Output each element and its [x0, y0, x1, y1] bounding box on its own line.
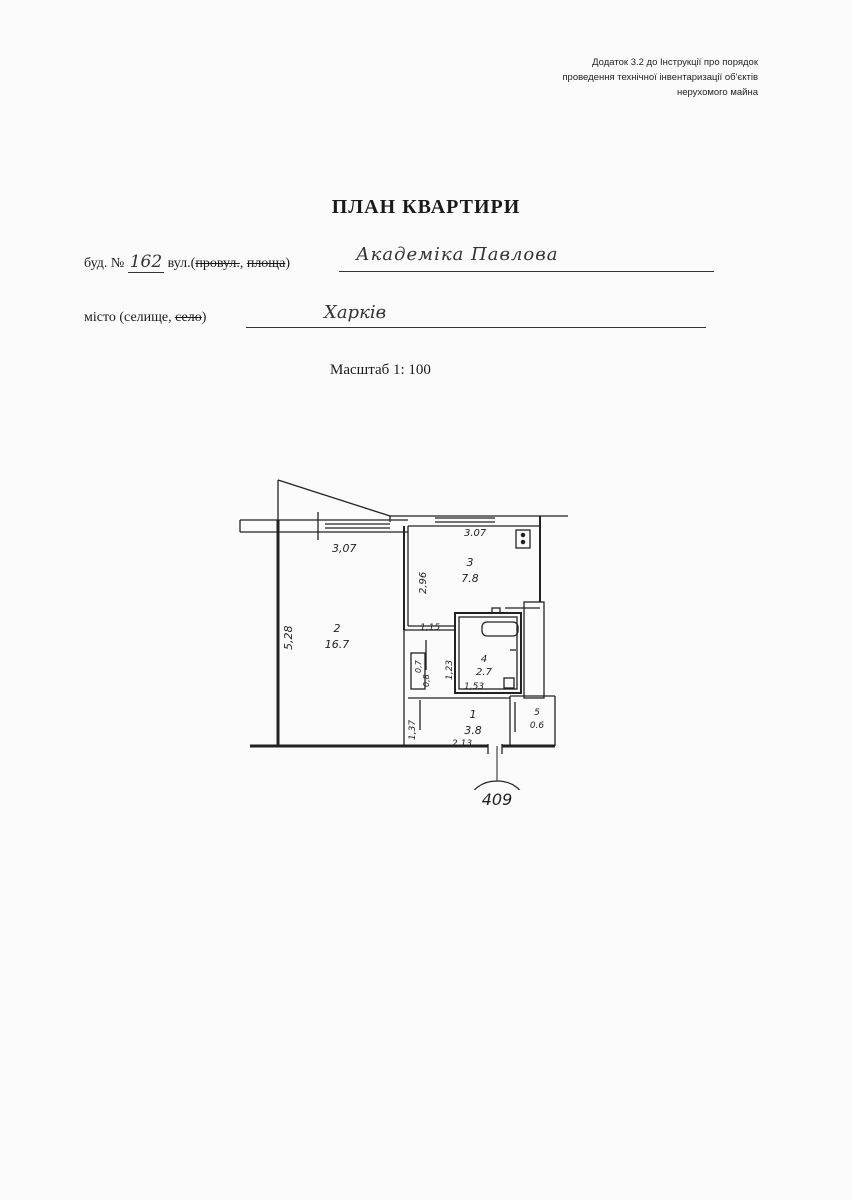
bathtub-icon — [482, 622, 518, 636]
room-5-area: 0.6 — [529, 721, 545, 731]
appendix-line-3: нерухомого майна — [676, 87, 758, 98]
dim-hall-length: 2,13 — [452, 739, 473, 749]
room-2-area: 16.7 — [324, 638, 350, 651]
dim-niche-depth: 0,8 — [422, 674, 431, 687]
street-type-separator: , — [239, 256, 247, 271]
dim-room3-length: 2,96 — [418, 571, 429, 594]
stove-icon — [516, 530, 530, 548]
bathroom-walls — [455, 613, 521, 693]
room-4-number: 4 — [480, 654, 488, 665]
dim-room2-length: 5,28 — [282, 625, 295, 650]
room-1-area: 3.8 — [464, 724, 482, 737]
appendix-line-2: проведення технічної інвентаризації об'єктів — [562, 72, 758, 83]
city-label-struck: село — [175, 310, 202, 325]
room-5-number: 5 — [534, 708, 540, 718]
floor-plan — [230, 470, 590, 790]
city-underline — [246, 327, 706, 328]
city-name: Харків — [324, 302, 387, 323]
room-3-area: 7.8 — [461, 572, 479, 585]
balcony-outline — [278, 480, 390, 522]
street-name: Академіка Павлова — [356, 244, 559, 265]
dim-niche-width: 0,7 — [414, 660, 423, 673]
dim-side-b: 1,37 — [408, 719, 418, 740]
appendix-note — [562, 55, 758, 100]
building-label: буд. № — [84, 256, 125, 271]
street-type-ploshcha: площа — [246, 256, 286, 271]
room-1-number: 1 — [469, 708, 477, 721]
address-row — [84, 244, 714, 272]
building-number: 162 — [129, 252, 163, 272]
page-title: ПЛАН КВАРТИРИ — [331, 196, 521, 218]
city-label-close: ) — [201, 310, 207, 325]
dim-room2-width: 3,07 — [332, 542, 357, 555]
appendix-line-1: Додаток 3.2 до Інструкції про порядок — [592, 57, 758, 68]
dim-bath-length: 1,53 — [464, 682, 485, 692]
city-label: місто (селище, — [84, 310, 176, 325]
inventory-stamp-circle — [470, 781, 524, 790]
dim-corridor-width: 1,15 — [420, 623, 441, 633]
toilet-icon — [504, 678, 514, 688]
street-underline — [339, 271, 714, 272]
city-row — [84, 302, 714, 326]
inventory-stamp-number: 409 — [481, 790, 513, 809]
scale-label: Масштаб 1: 100 — [330, 362, 431, 378]
street-type-vul: вул.( — [167, 256, 196, 271]
street-type-close: ) — [285, 256, 290, 271]
room-2-number: 2 — [333, 622, 341, 635]
street-type-provul: провул. — [195, 256, 240, 271]
dim-side-a: 1,23 — [445, 659, 455, 680]
ventilation-shaft — [524, 602, 544, 698]
room-3-number: 3 — [466, 556, 474, 569]
dim-room3-width: 3.07 — [464, 528, 487, 539]
room-4-area: 2.7 — [476, 667, 492, 678]
